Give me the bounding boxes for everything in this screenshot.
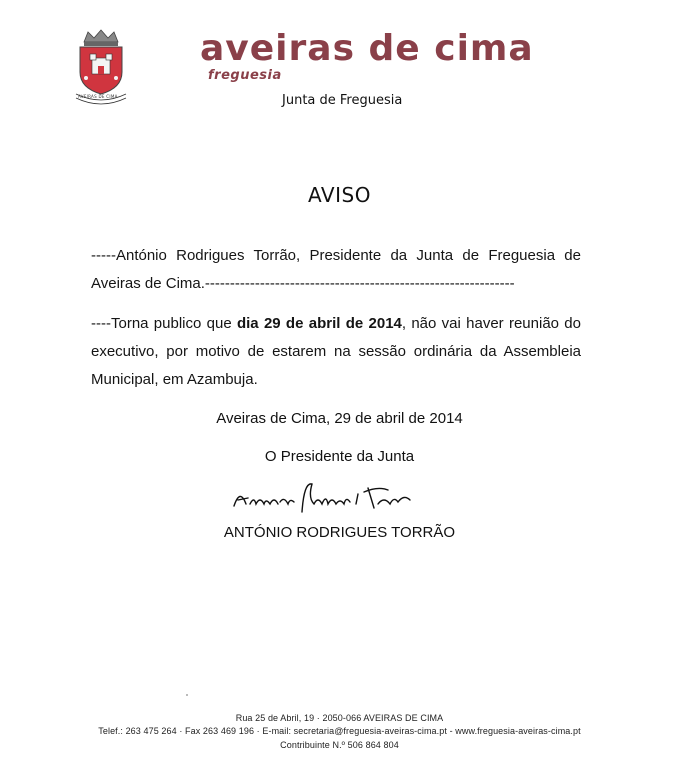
notice-title: AVISO [308,183,371,207]
footer-taxpayer-number: Contribuinte N.º 506 864 804 [280,740,399,750]
notice-paragraph-2 [91,310,581,394]
place-and-date: Aveiras de Cima, 29 de abril de 2014 [216,410,463,427]
crest-ribbon-text: AVEIRAS DE CIMA [78,94,118,99]
footer-contacts: Telef.: 263 475 264 · Fax 263 469 196 · E-mail: secretaria@freguesia-aveiras-cima.pt - www.freguesia-aveiras-cima.pt [98,726,581,736]
logo-wordmark: aveiras de cima [200,28,534,69]
paragraph-2-prefix: ----Torna publico que [91,315,237,332]
paragraph-2-suffix: , não vai haver reunião do executivo, por motivo de estarem na sessão ordinária da Assembleia Municipal, em Azambuja. [91,315,581,388]
crest-logo [72,28,130,108]
handwritten-signature [228,478,428,518]
brand-logo [200,28,534,88]
meeting-date: dia 29 de abril de 2014 [236,315,402,332]
notice-paragraph-1: -----António Rodrigues Torrão, Presidente da Junta de Freguesia de Aveiras de Cima.-------------------------------------------------------------- [91,247,581,292]
footer-address: Rua 25 de Abril, 19 · 2050-066 AVEIRAS DE CIMA [235,713,444,723]
speck [186,694,188,696]
logo-subtitle: freguesia [208,68,282,83]
organization-name: Junta de Freguesia [282,93,403,108]
signatory-name: ANTÓNIO RODRIGUES TORRÃO [223,524,456,541]
signatory-role: O Presidente da Junta [264,448,415,465]
